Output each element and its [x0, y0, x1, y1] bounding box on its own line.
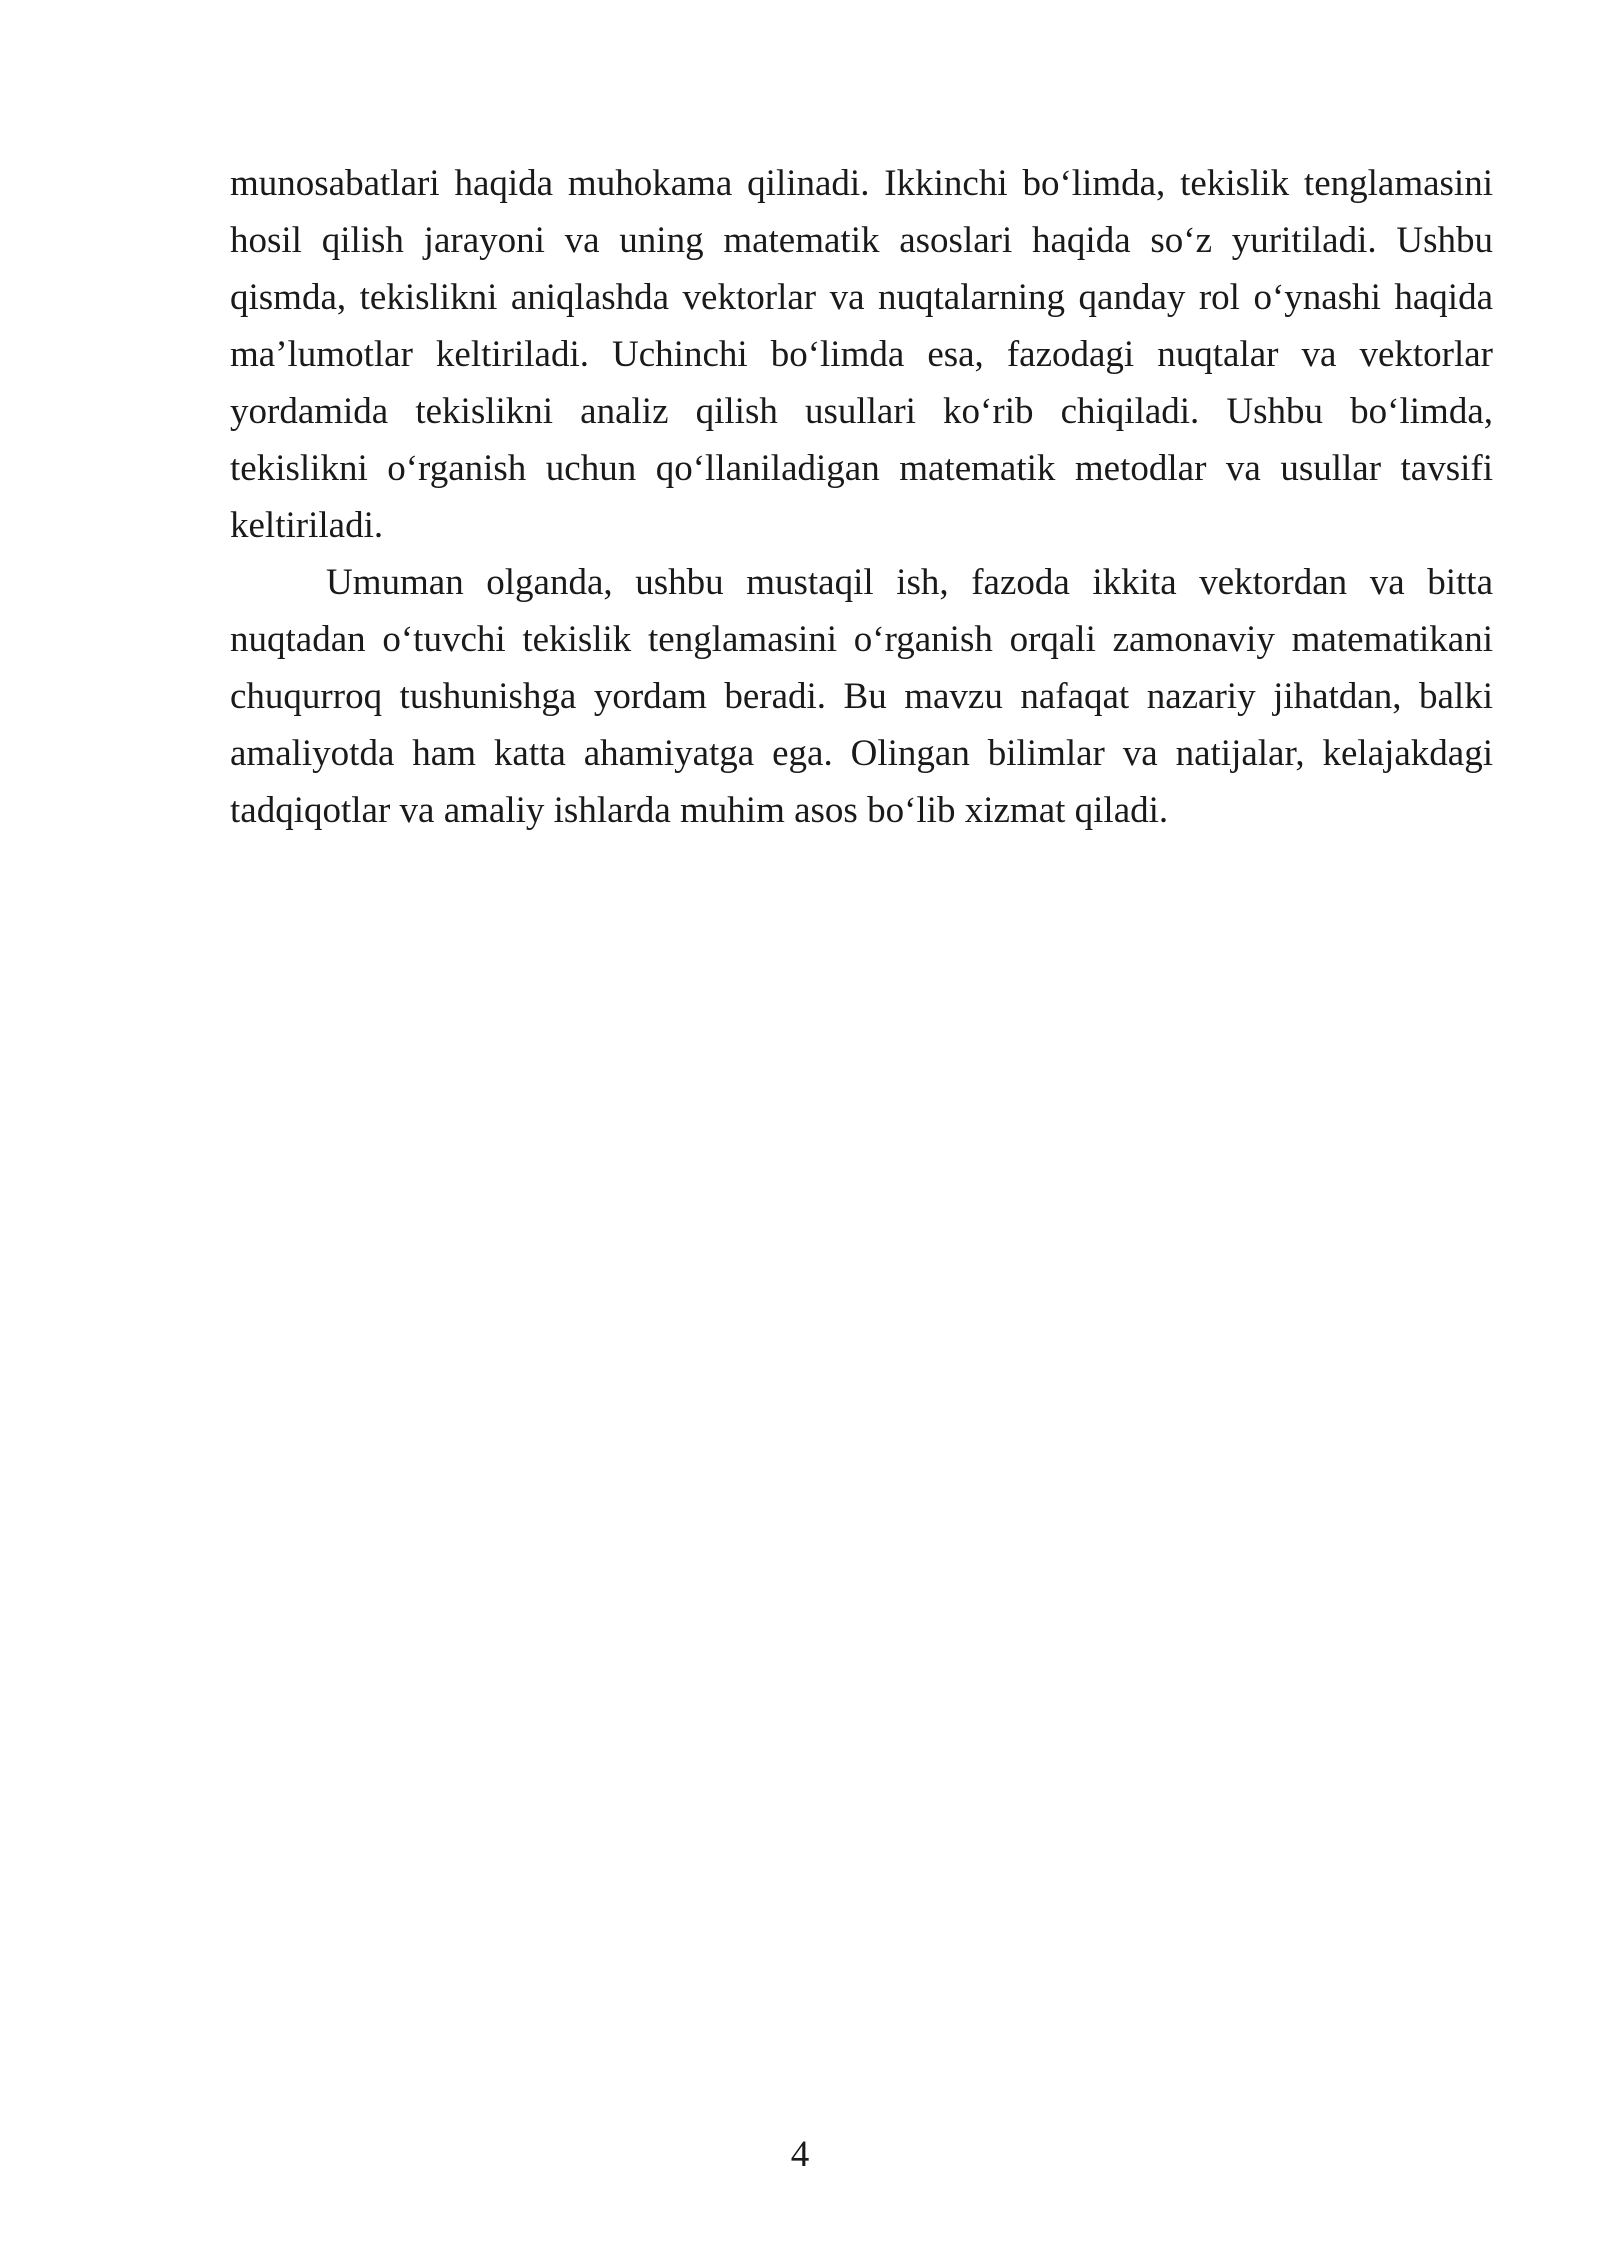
page-body — [230, 155, 1493, 839]
paragraph-summary: Umuman olganda, ushbu mustaqil ish, fazoda ikkita vektordan va bitta nuqtadan o‘tuvchi tekislik tenglamasini o‘rganish orqali zamonaviy matematikani chuqurroq tushunishga yordam beradi. Bu mavzu nafaqat nazariy jihatdan, balki amaliyotda ham katta ahamiyatga ega. Olingan bilimlar va natijalar, kelajakdagi tadqiqotlar va amaliy ishlarda muhim asos bo‘lib xizmat qiladi. — [230, 562, 1493, 831]
paragraph-continuation: munosabatlari haqida muhokama qilinadi. Ikkinchi bo‘limda, tekislik tenglamasini hosil qilish jarayoni va uning matematik asoslari haqida so‘z yuritiladi. Ushbu qismda, tekislikni aniqlashda vektorlar va nuqtalarning qanday rol o‘ynashi haqida ma’lumotlar keltiriladi. Uchinchi bo‘limda esa, fazodagi nuqtalar va vektorlar yordamida tekislikni analiz qilish usullari ko‘rib chiqiladi. Ushbu bo‘limda, tekislikni o‘rganish uchun qo‘llaniladigan matematik metodlar va usullar tavsifi keltiriladi. — [230, 163, 1493, 546]
page-number: 4 — [790, 2134, 810, 2175]
